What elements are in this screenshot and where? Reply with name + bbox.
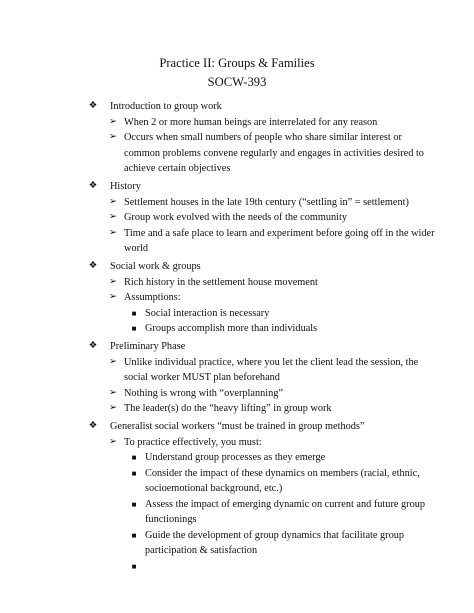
- list-item: ➢ Occurs when small numbers of people who share similar interest or: [0, 130, 474, 146]
- arrow-bullet-icon: ➢: [109, 276, 117, 287]
- list-item: ➢ Unlike individual practice, where you let the client lead the session, the: [0, 355, 474, 371]
- sub-list-item: ■ Guide the development of group dynamics that facilitate group: [0, 528, 474, 544]
- section-heading: ❖ History: [0, 179, 474, 195]
- section-heading: ❖ Preliminary Phase: [0, 339, 474, 355]
- list-item-continuation: world: [124, 243, 149, 254]
- list-item: ➢ Nothing is wrong with “overplanning”: [0, 386, 474, 402]
- list-item-continuation: social worker MUST plan beforehand: [124, 372, 280, 383]
- list-item: ➢ Time and a safe place to learn and experiment before going off in the wider: [0, 226, 474, 242]
- arrow-bullet-icon: ➢: [109, 227, 117, 238]
- arrow-bullet-icon: ➢: [109, 403, 117, 413]
- section-history: [0, 179, 474, 257]
- sub-list-item: ■ Consider the impact of these dynamics on members (racial, ethnic,: [0, 466, 474, 482]
- list-item: ➢ When 2 or more human beings are interrelated for any reason: [0, 115, 474, 131]
- diamond-bullet-icon: ❖: [88, 181, 98, 191]
- arrow-bullet-icon: ➢: [109, 212, 117, 222]
- square-bullet-icon: ■: [131, 324, 137, 333]
- diamond-bullet-icon: ❖: [88, 341, 98, 351]
- arrow-bullet-icon: ➢: [109, 387, 117, 398]
- sub-list-item: ■ Assess the impact of emerging dynamic on current and future group: [0, 497, 474, 513]
- section-social-work-groups: [0, 259, 474, 337]
- sub-list-item-continuation: participation & satisfaction: [145, 545, 258, 556]
- list-item: ➢ Assumptions:: [0, 290, 474, 306]
- sub-list-item-empty: [0, 559, 474, 575]
- square-bullet-icon: ■: [131, 499, 137, 509]
- course-code: SOCW-393: [207, 75, 267, 89]
- diamond-bullet-icon: ❖: [88, 261, 98, 271]
- arrow-bullet-icon: ➢: [109, 116, 117, 127]
- section-heading: ❖ Generalist social workers “must be trained in group methods”: [0, 419, 474, 435]
- section-heading: ❖ Introduction to group work: [0, 99, 474, 115]
- arrow-bullet-icon: ➢: [109, 356, 117, 367]
- arrow-bullet-icon: ➢: [109, 196, 117, 207]
- list-item: ➢ Group work evolved with the needs of the community: [0, 210, 474, 226]
- diamond-bullet-icon: ❖: [88, 421, 98, 431]
- square-bullet-icon: ■: [131, 453, 137, 462]
- sub-list-item: ■ Social interaction is necessary: [0, 306, 474, 322]
- sub-list-item: ■ Groups accomplish more than individuals: [0, 321, 474, 337]
- list-item: ➢ Settlement houses in the late 19th century (“settling in” = settlement): [0, 195, 474, 211]
- arrow-bullet-icon: ➢: [109, 436, 117, 447]
- arrow-bullet-icon: ➢: [109, 132, 117, 142]
- square-bullet-icon: ■: [131, 530, 137, 540]
- list-item: ➢ To practice effectively, you must:: [0, 435, 474, 451]
- sub-list-item: ■ Understand group processes as they emerge: [0, 450, 474, 466]
- sub-list-item-continuation: socioemotional background, etc.): [145, 483, 283, 494]
- section-introduction: [0, 99, 474, 177]
- sub-list-item-continuation: functionings: [145, 514, 197, 525]
- square-bullet-icon: ■: [131, 468, 137, 478]
- list-item-continuation: common problems convene regularly and engages in activities desired to: [124, 147, 424, 159]
- arrow-bullet-icon: ➢: [109, 292, 117, 302]
- section-preliminary-phase: [0, 339, 474, 417]
- square-bullet-icon: ■: [131, 308, 137, 318]
- section-generalist-social-workers: [0, 419, 474, 574]
- list-item-continuation: achieve certain objectives: [124, 163, 231, 174]
- diamond-bullet-icon: ❖: [88, 101, 98, 111]
- list-item: ➢ The leader(s) do the “heavy lifting” in group work: [0, 401, 474, 417]
- document-title: Practice II: Groups & Families: [159, 56, 315, 70]
- section-heading: ❖ Social work & groups: [0, 259, 474, 275]
- square-bullet-icon: ■: [131, 561, 137, 571]
- list-item: ➢ Rich history in the settlement house movement: [0, 275, 474, 291]
